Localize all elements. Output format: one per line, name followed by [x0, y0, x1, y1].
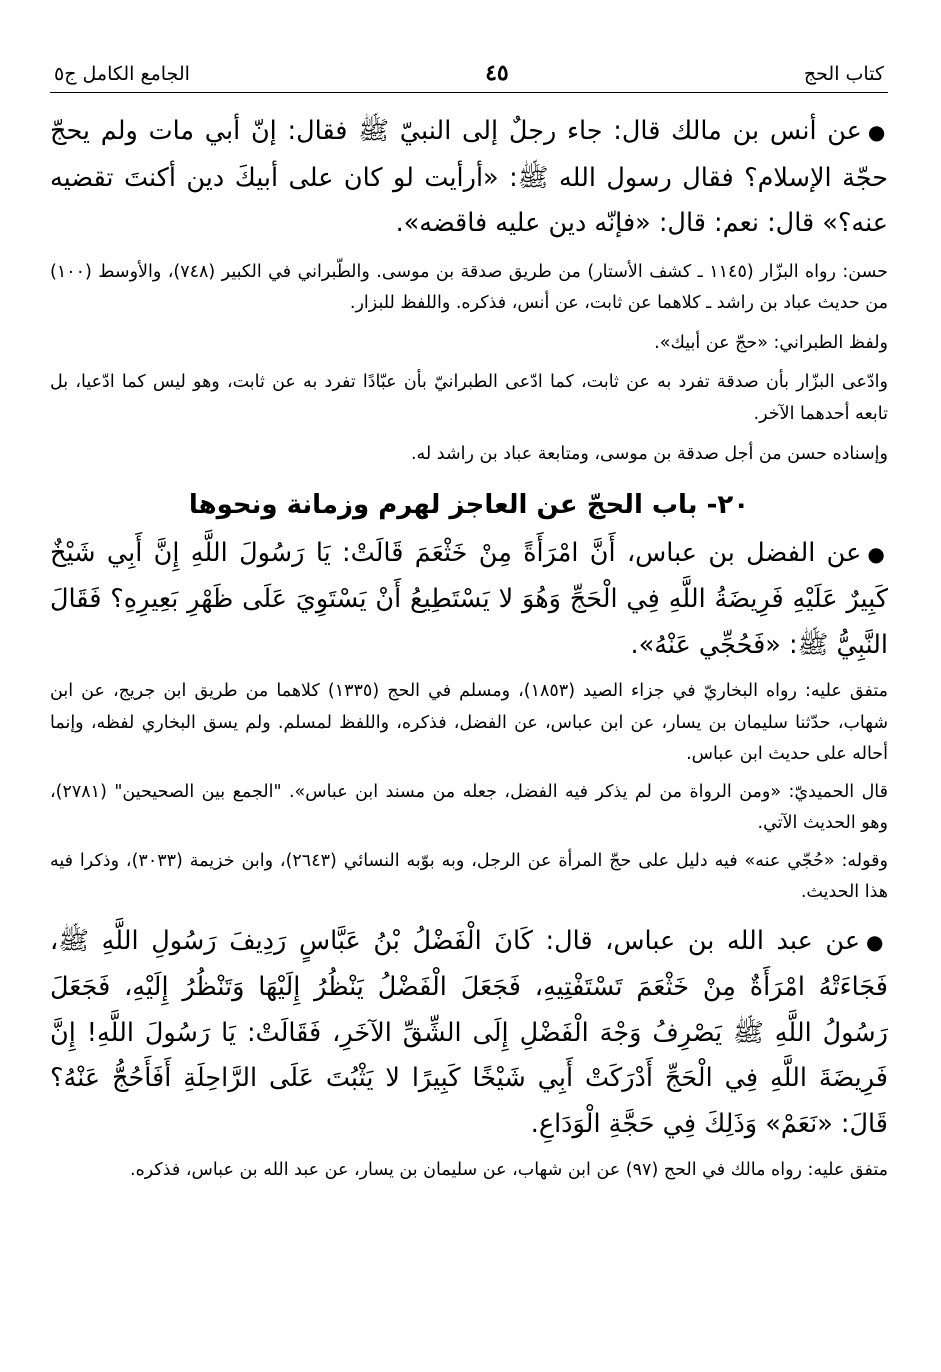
bullet-icon: ●	[867, 541, 889, 566]
takhrij-note: متفق عليه: رواه البخاريّ في جزاء الصيد (١٨٥٣)، ومسلم في الحج (١٣٣٥) كلاهما من طريق ابن جريج، عن ابن شهاب، حدّثنا سليمان بن يسار، عن ابن عباس، عن الفضل، فذكره، واللفظ لمسلم. ولم يسق البخاري لفظه، وإنما أحاله على حديث ابن عباس.	[50, 681, 888, 764]
takhrij-note: حسن: رواه البزّار (١١٤٥ ـ كشف الأستار) من طريق صدقة بن موسى. والطّبراني في الكبير (٧٤٨)، والأوسط (١٠٠) من حديث عباد بن راشد ـ كلاهما عن ثابت، عن أنس، فذكره. واللفظ للبزار.	[50, 261, 889, 313]
hadith-text: عن عبد الله بن عباس، قال: كَانَ الْفَضْلُ بْنُ عَبَّاسٍ رَدِيفَ رَسُولِ اللَّهِ ﷺ، فَجَاءَتْهُ امْرَأَةٌ مِنْ خَثْعَمَ تَسْتَفْتِيهِ، فَجَعَلَ الْفَضْلُ يَنْظُرُ إِلَيْهَا وَتَنْظُرُ إِلَيْهِ، فَجَعَلَ رَسُولُ اللَّهِ ﷺ يَصْرِفُ وَجْهَ الْفَضْلِ إِلَى الشِّقِّ الآخَرِ، فَقَالَتْ: يَا رَسُولَ اللَّهِ! إِنَّ فَرِيضَةَ اللَّهِ فِي الْحَجِّ أَدْرَكَتْ أَبِي شَيْخًا كَبِيرًا لا يَثْبُتَ عَلَى الرَّاحِلَةِ أَفَأَحُجُّ عَنْهُ؟ قَالَ: «نَعَمْ» وَذَلِكَ فِي حَجَّةِ الْوَدَاعِ.	[50, 925, 888, 1139]
takhrij-note: متفق عليه: رواه مالك في الحج (٩٧) عن ابن شهاب، عن سليمان بن يسار، عن عبد الله بن عباس، فذكره.	[130, 1160, 888, 1180]
takhrij-note: ولفظ الطبراني: «حجّ عن أبيك».	[654, 332, 888, 353]
takhrij-note: قال الحميديّ: «ومن الرواة من لم يذكر فيه الفضل، جعله من مسند ابن عباس». "الجمع بين الصحيحين" (٢٧٨١)، وهو الحديث الآتي.	[50, 781, 888, 833]
takhrij-note: وإسناده حسن من أجل صدقة بن موسى، ومتابعة عباد بن راشد له.	[410, 444, 888, 464]
page	[50, 60, 888, 1187]
takhrij-note: وقوله: «حُجّي عنه» فيه دليل على حجّ المرأة عن الرجل، وبه بوّبه النسائي (٢٦٤٣)، وابن خزيمة (٣٠٣٣)، وذكرا فيه هذا الحديث.	[50, 850, 888, 902]
page-number: ٤٥	[485, 60, 509, 86]
takhrij-note: وادّعى البزّار بأن صدقة تفرد به عن ثابت، كما ادّعى الطبرانيّ بأن عبّادًا تفرد به عن ثابت، وهو ليس كما ادّعيا، بل تابعه أحدهما الآخر.	[50, 372, 888, 424]
hadith-paragraph	[50, 531, 888, 669]
chapter-heading: ٢٠- باب الحجّ عن العاجز لهرم وزمانة ونحوها	[188, 489, 750, 520]
hadith-text: عن أنس بن مالك قال: جاء رجلٌ إلى النبيّ ﷺ فقال: إنّ أبي مات ولم يحجّ حجّة الإسلام؟ فقال رسول الله ﷺ: «أرأيت لو كان على أبيكَ دين أكنتَ تقضيه عنه؟» قال: نعم: قال: «فإنّه دين عليه فاقضه».	[50, 116, 888, 238]
collection-volume: الجامع الكامل ج٥	[54, 63, 190, 85]
bullet-icon: ●	[866, 929, 888, 954]
bullet-icon: ●	[867, 120, 889, 144]
hadith-paragraph	[50, 109, 888, 247]
hadith-paragraph	[50, 919, 888, 1148]
hadith-text: عن الفضل بن عباس، أَنَّ امْرَأَةً مِنْ خَثْعَمَ قَالَتْ: يَا رَسُولَ اللَّهِ إِنَّ أَبِي شَيْخٌ كَبِيرٌ عَلَيْهِ فَرِيضَةُ اللَّهِ فِي الْحَجِّ وَهُوَ لا يَسْتَطِيعُ أَنْ يَسْتَوِيَ عَلَى ظَهْرِ بَعِيرِهِ؟ فَقَالَ النَّبِيُّ ﷺ: «فَحُجِّي عَنْهُ».	[50, 537, 888, 660]
running-header	[50, 60, 888, 93]
book-title: كتاب الحج	[803, 63, 884, 85]
